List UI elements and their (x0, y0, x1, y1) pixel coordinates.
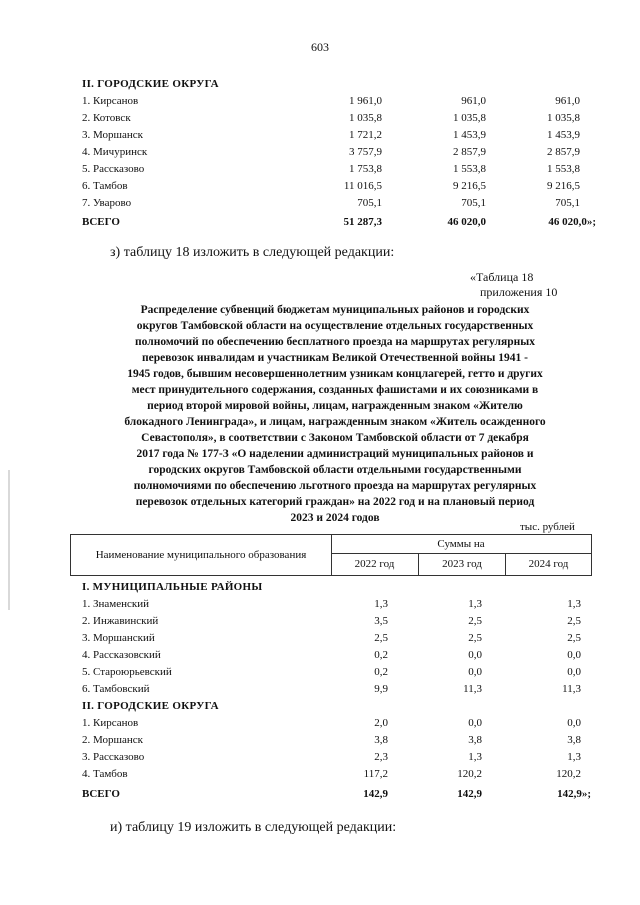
table-row: 2. Моршанск 3,8 3,8 3,8 (82, 734, 581, 746)
table-total-row: ВСЕГО 142,9 142,9 142,9»; (82, 788, 591, 800)
units-label: тыс. рублей (520, 521, 575, 533)
table-row: 1. Знаменский 1,3 1,3 1,3 (82, 598, 581, 610)
section-header-municipal-districts: I. МУНИЦИПАЛЬНЫЕ РАЙОНЫ (82, 581, 263, 593)
table-title: Распределение субвенций бюджетам муниципальных районов и городских округов Тамбовской области на осуществление отдельных государственных полномочий по обеспечению бесплатного проезда на маршрутах регулярных перевозок инвалидам и участникам Великой Отечественной войны 1941 - 1945 годов, бывшим несовершеннолетним узникам концлагерей, гетто и других мест принудительного содержания, созданных фашистами и их союзниками в период второй мировой войны, лицам, награжденным знаком «Жителю блокадного Ленинграда», и лицам, награжденным знаком «Житель осажденного Севастополя», в соответствии с Законом Тамбовской области от 7 декабря 2017 года № 177-З «О наделении администраций муниципальных районов и городских округов Тамбовской области отдельными государственными полномочиями по обеспечению льготного проезда на маршрутах регулярных перевозок отдельных категорий граждан» на 2022 год и на плановый период 2023 и 2024 годов (124, 304, 546, 524)
table-row: 6. Тамбов 11 016,5 9 216,5 9 216,5 (82, 180, 580, 192)
table-row: 2. Инжавинский 3,5 2,5 2,5 (82, 615, 581, 627)
table-row: 4. Рассказовский 0,2 0,0 0,0 (82, 649, 581, 661)
table-row: 6. Тамбовский 9,9 11,3 11,3 (82, 683, 581, 695)
table-row: 5. Рассказово 1 753,8 1 553,8 1 553,8 (82, 163, 580, 175)
instruction-z: з) таблицу 18 изложить в следующей редакции: (110, 245, 395, 260)
header-sums: Суммы на (331, 535, 591, 554)
scan-margin-mark (8, 470, 10, 610)
section-header-city-districts: II. ГОРОДСКИЕ ОКРУГА (82, 78, 219, 90)
table-row: 4. Тамбов 117,2 120,2 120,2 (82, 768, 581, 780)
table-row: 1. Кирсанов 2,0 0,0 0,0 (82, 717, 581, 729)
header-year-2024: 2024 год (528, 558, 569, 570)
section-header-city-districts-2: II. ГОРОДСКИЕ ОКРУГА (82, 700, 219, 712)
table-row: 3. Моршанский 2,5 2,5 2,5 (82, 632, 581, 644)
header-year-2023: 2023 год (419, 554, 506, 575)
header-name-column: Наименование муниципального образования (71, 535, 332, 575)
table-reference: «Таблица 18 приложения 10 (470, 270, 558, 299)
header-year-2022: 2022 год (331, 554, 419, 575)
instruction-i: и) таблицу 19 изложить в следующей редакции: (110, 820, 397, 835)
table-total-row: ВСЕГО 51 287,3 46 020,0 46 020,0»; (82, 216, 596, 228)
table-row: 1. Кирсанов 1 961,0 961,0 961,0 (82, 95, 580, 107)
table-row: 3. Моршанск 1 721,2 1 453,9 1 453,9 (82, 129, 580, 141)
page-number: 603 (311, 40, 329, 54)
table-header (70, 534, 592, 576)
table-row: 4. Мичуринск 3 757,9 2 857,9 2 857,9 (82, 146, 580, 158)
table-row: 2. Котовск 1 035,8 1 035,8 1 035,8 (82, 112, 580, 124)
table-row: 3. Рассказово 2,3 1,3 1,3 (82, 751, 581, 763)
table-row: 7. Уварово 705,1 705,1 705,1 (82, 197, 580, 209)
table-row: 5. Староюрьевский 0,2 0,0 0,0 (82, 666, 581, 678)
